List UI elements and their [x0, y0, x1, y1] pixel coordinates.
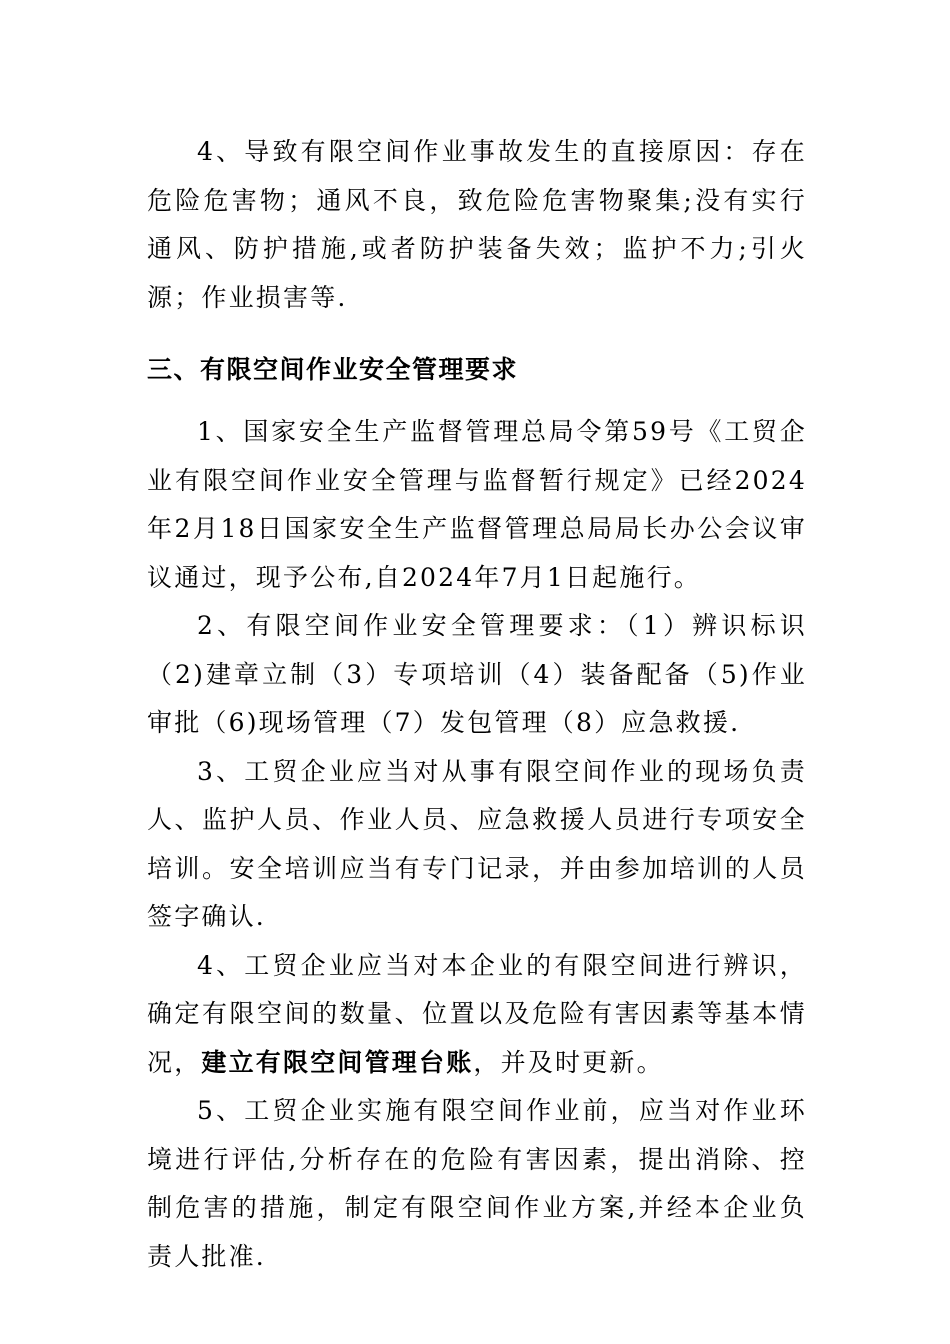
identification-text-part2: ，并及时更新。	[473, 1047, 664, 1077]
paragraph-training: 3、工贸企业应当对从事有限空间作业的现场负责人、监护人员、作业人员、应急救援人员进行专项安全培训。安全培训应当有专门记录，并由参加培训的人员签字确认.	[147, 756, 807, 931]
document-page	[147, 128, 807, 1281]
paragraph-regulation: 1、国家安全生产监督管理总局令第59号《工贸企业有限空间作业安全管理与监督暂行规定》已经2024年2月18日国家安全生产监督管理总局局长办公会议审议通过，现予公布,自2024年7月1日起施行。	[147, 417, 807, 592]
paragraph-accident-causes: 4、导致有限空间作业事故发生的直接原因：存在危险危害物；通风不良，致危险危害物聚集;没有实行通风、防护措施,或者防护装备失效；监护不力;引火源；作业损害等.	[147, 137, 807, 312]
paragraph-management-requirements: 2、有限空间作业安全管理要求：（1）辨识标识（2)建章立制（3）专项培训（4）装备配备（5)作业审批（6)现场管理（7）发包管理（8）应急救援.	[147, 611, 807, 737]
identification-text-part1: 4、工贸企业应当对本企业的有限空间进行辨识，确定有限空间的数量、位置以及危险有害因素等基本情况，	[147, 950, 807, 1077]
paragraph-identification	[147, 942, 807, 1088]
paragraph-assessment: 5、工贸企业实施有限空间作业前，应当对作业环境进行评估,分析存在的危险有害因素，提出消除、控制危害的措施，制定有限空间作业方案,并经本企业负责人批准.	[147, 1096, 807, 1271]
identification-bold-ledger: 建立有限空间管理台账	[201, 1047, 474, 1077]
section-heading-3: 三、有限空间作业安全管理要求	[147, 355, 519, 384]
